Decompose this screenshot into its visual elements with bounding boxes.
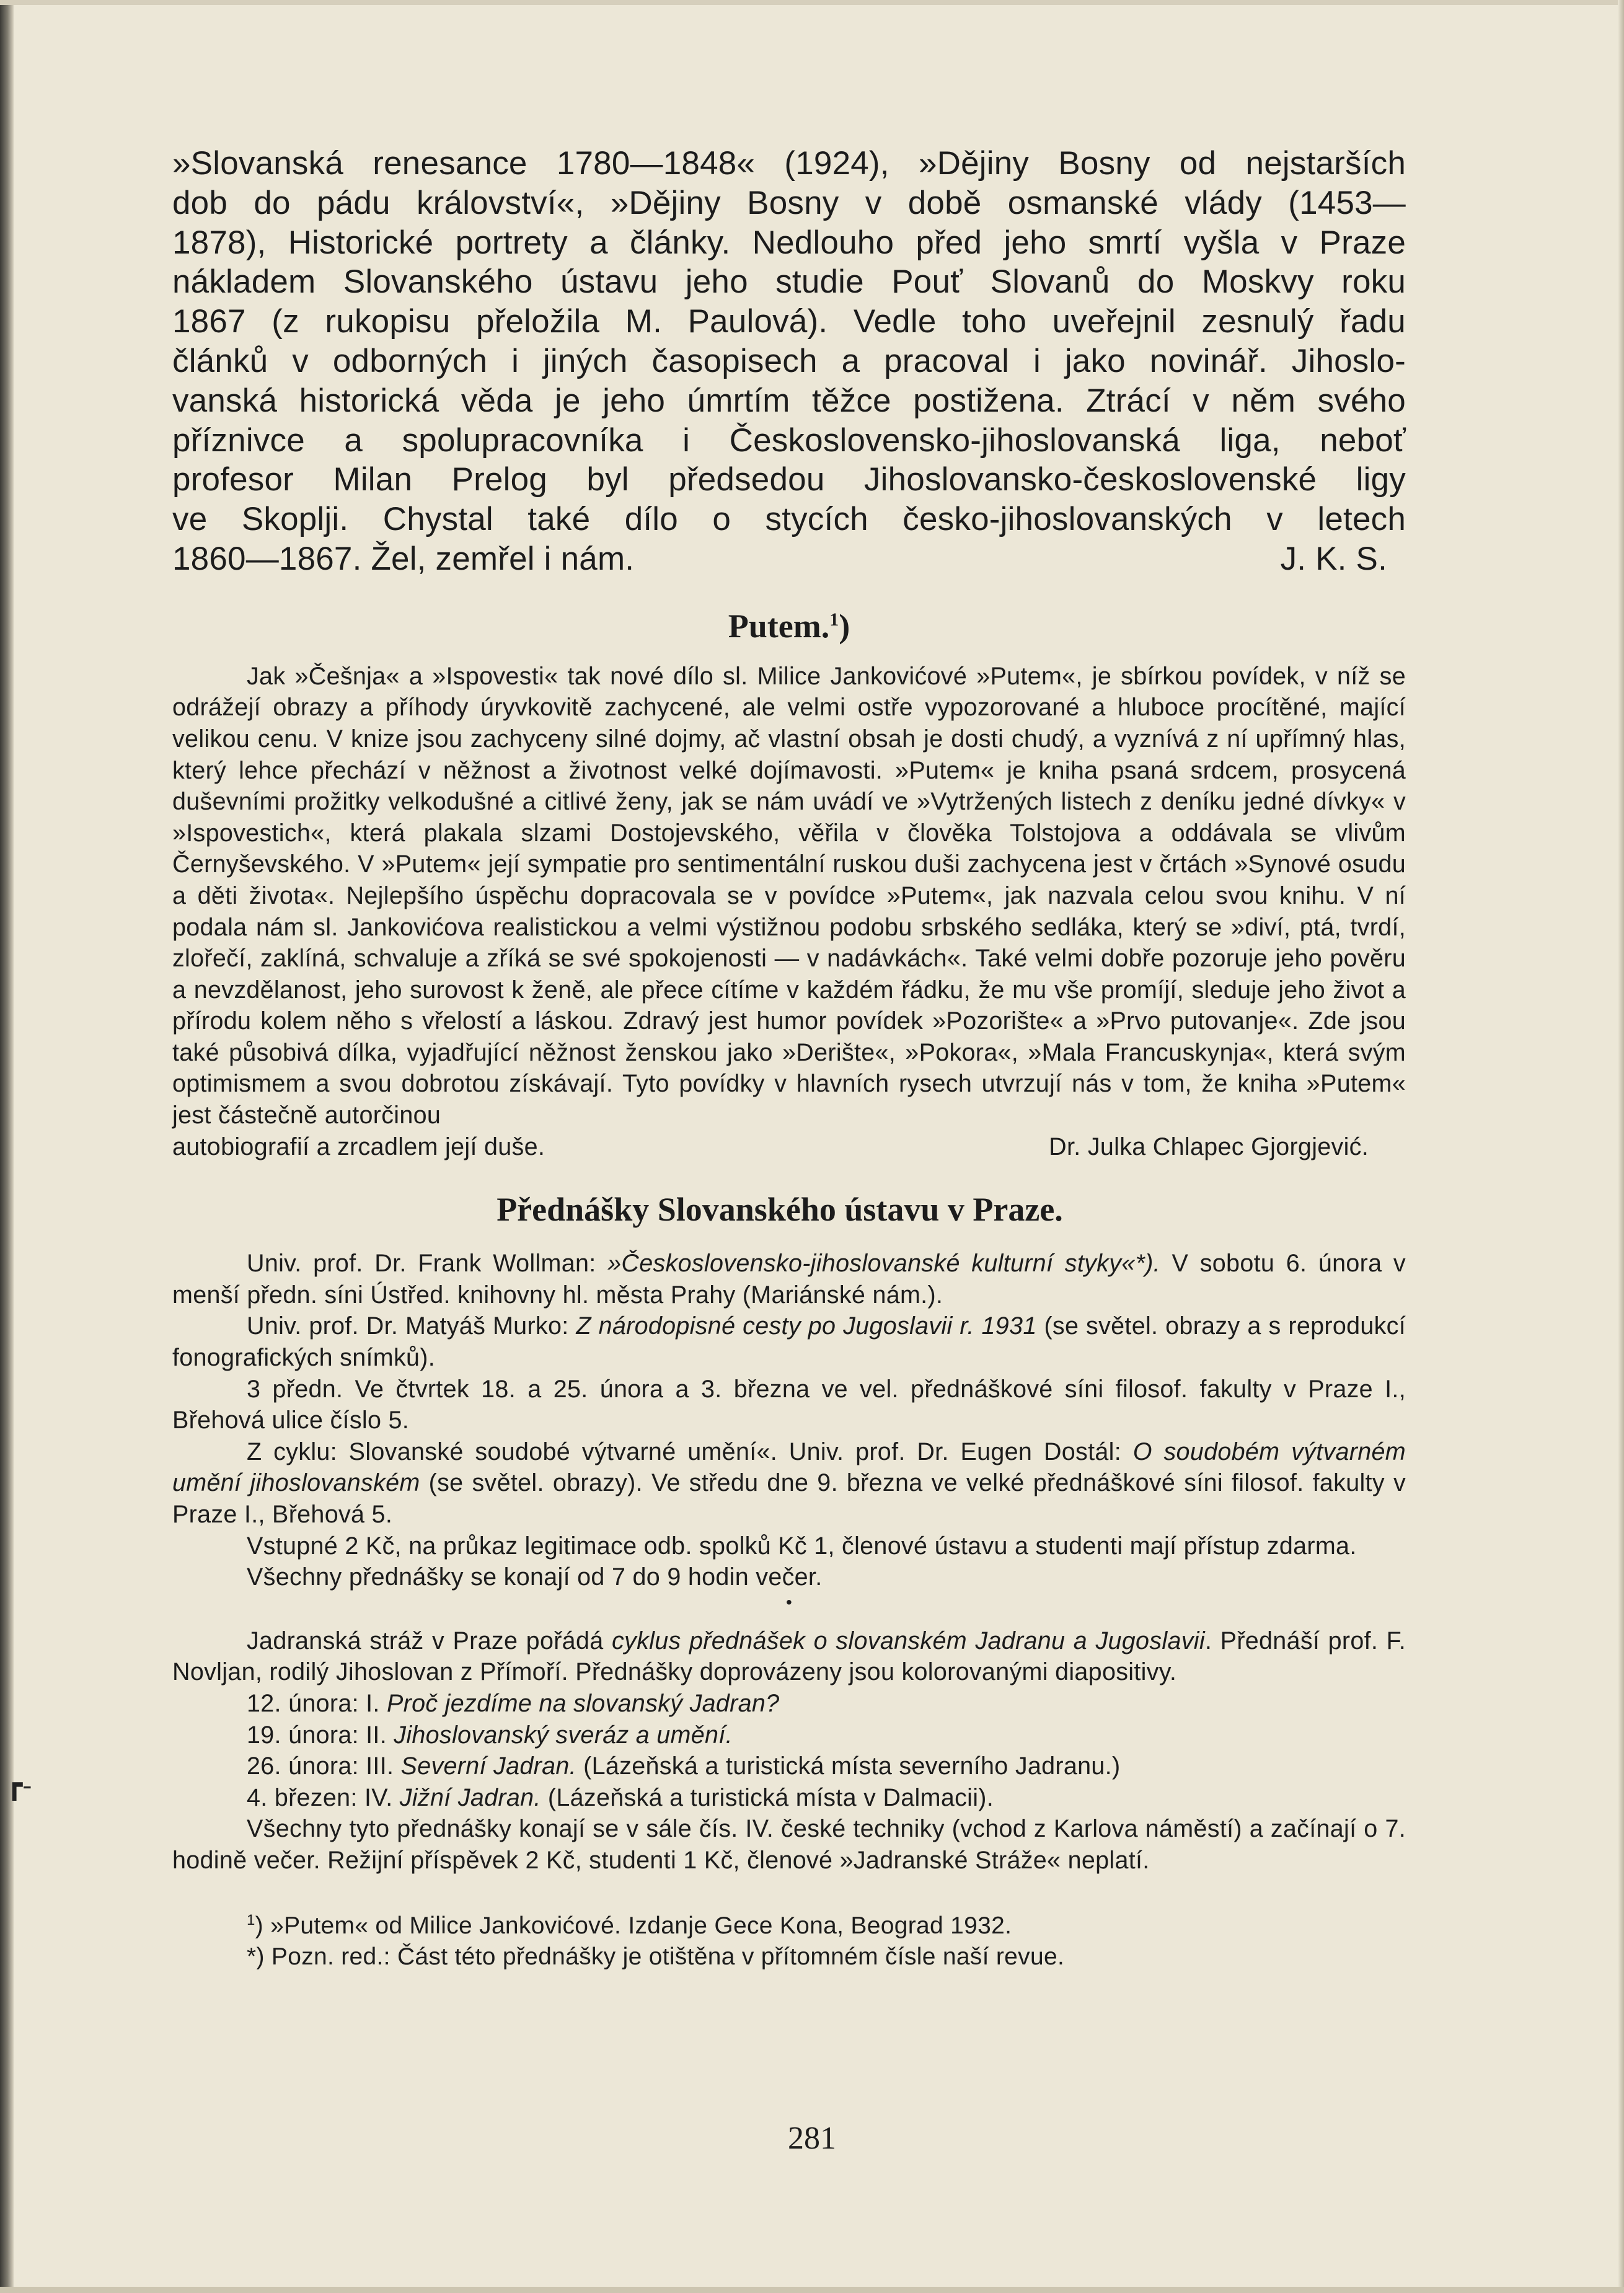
lecture-date: 19. února: II. [247,1721,394,1749]
obituary-line: 1867 (z rukopisu přeložila M. Paulová). Vedle toho uveřejnil zesnulý řadu [172,303,1406,340]
lecture-hours: Všechny přednášky se konají od 7 do 9 hodin večer. [247,1563,823,1591]
footnote-text: Pozn. red.: Část této přednášky je otištěna v přítomném čísle naší revue. [264,1943,1065,1970]
margin-pencil-mark: ┏- [6,1770,32,1800]
obituary-line: 1878), Historické portrety a články. Nedlouho před jeho smrtí vyšla v Praze [172,224,1406,261]
lecture-date: 4. březen: IV. [247,1783,400,1811]
jadran-details: . Přednáší prof. F. Novljan, rodilý Jihoslovan z Přímoří. Přednášky doprovázeny jsou kolorovanými diapositivy. [172,1627,1406,1686]
review-signature: Dr. Julka Chlapec Gjorgjević. [1049,1133,1369,1160]
jadran-section [172,1625,1406,1876]
lecture-details: V sobotu 6. února v menší předn. síni Ústřed. knihovny hl. města Prahy (Mariánské nám.). [172,1250,1406,1309]
jadran-lecture-4 [172,1782,1406,1814]
obituary-line: »Slovanská renesance 1780—1848« (1924), »Dějiny Bosny od nejstarších [172,145,1406,182]
lecture-details: (se světel. obrazy a s reprodukcí fonografických snímků). [172,1312,1406,1372]
lectures-heading: Přednášky Slovanského ústavu v Praze. [496,1191,1063,1229]
lecture-date: 12. února: I. [247,1689,387,1717]
obituary-last-line [172,539,1406,579]
section-separator: • [785,1592,793,1612]
obituary-line: dob do pádu království«, »Dějiny Bosny v době osmanské vlády (1453— [172,184,1406,221]
review-body: Jak »Češnja« a »Ispovesti« tak nové dílo sl. Milice Jankovićové »Putem«, je sbírkou povídek, v níž se odrážejí obrazy a příhody úryvkovitě zachycené, ale velmi ostře vypozorované a hluboce procítěné, mající velikou cenu. V knize jsou zachyceny silné dojmy, ač vlastní obsah je dosti chudý, a vyznívá z ní upřímný hlas, který lehce přechází v něžnost a životnost velké dojímavosti. »Putem« je kniha psaná srdcem, prosycená duševními prožitky velkodušné a citlivé ženy, jak se nám uvádí ve »Vytržených listech z deníku jedné dívky« v »Ispovestich«, která plakala slzami Dostojevského, věřila v člověka Tolstojova a oddávala se vlivům Černyševského. V »Putem« její sympatie pro sentimentální ruskou duši zachycena jest v črtách »Synové osudu a děti života«. Nejlepšího úspěchu dopracovala se v povídce »Putem«, jak nazvala celou svou knihu. V ní podala nám sl. Jankovićova realistickou a velmi výstižnou podobu srbského sedláka, který se »diví, ptá, tvrdí, zlořečí, zaklíná, schvaluje a zříká se své spokojenosti — v nadávkách«. Také velmi dobře pozoruje jeho pověru a nevzdělanost, jeho surovost k ženě, ale přece cítíme v každém řádku, že mu vše promíjí, sleduje jeho život a přírodu kolem něho s vřelostí a láskou. Zdravý jest humor povídek »Pozorište« a »Prvo putovanje«. Zde jsou také působivá dílka, vyjadřující něžnost ženskou jako »Derište«, »Pokora«, »Mala Francuskynja«, která svým optimismem a svou dobrotou získávají. Tyto povídky v hlavních rysech utvrzují nás v tom, že kniha »Putem« jest částečně autorčinou [172,662,1406,1129]
page-bottom-edge [0,2287,1624,2293]
page-right-edge [1618,0,1624,2293]
obituary-line: článků v odborných i jiných časopisech a pracoval i jako novinář. Jihoslo- [172,342,1406,379]
lecture-wollman [172,1248,1406,1310]
lecture-speaker: Z cyklu: Slovanské soudobé výtvarné umění«. Univ. prof. Dr. Eugen Dostál: [247,1438,1133,1465]
jadran-lecture-3 [172,1751,1406,1782]
obituary-signature: J. K. S. [1280,540,1387,577]
obituary-line: nákladem Slovanského ústavu jeho studie Pouť Slovanů do Moskvy roku [172,263,1406,301]
lecture-title: Jihoslovanský sveráz a umění. [394,1721,733,1749]
jadran-organizer: Jadranská stráž v Praze pořádá [247,1627,612,1655]
footnotes [172,1905,1406,1973]
review-signature-line [172,1131,1406,1163]
review-last-line: autobiografií a zrcadlem její duše. [172,1133,545,1160]
review-heading [172,600,1406,646]
obituary-line: vanská historická věda je jeho úmrtím těžce postižena. Ztrácí v něm svého [172,382,1406,419]
obituary-line: profesor Milan Prelog byl předsedou Jihoslovansko-československé ligy [172,461,1406,498]
obituary-last-text: 1860—1867. Žel, zemřel i nám. [172,540,635,577]
book-spine-shadow [0,0,14,2293]
page-top-edge [0,0,1624,5]
jadran-intro [172,1625,1406,1688]
footnote-text: »Putem« od Milice Jankovićové. Izdanje Gece Kona, Beograd 1932. [263,1912,1012,1939]
footnote-2 [172,1942,1406,1973]
lecture-note: (Lázeňská a turistická místa severního Jadranu.) [576,1752,1121,1780]
lecture-murko [172,1310,1406,1373]
lecture-title: Severní Jadran. [400,1752,576,1780]
lecture-schedule: 3 předn. Ve čtvrtek 18. a 25. února a 3. března ve vel. přednáškové síni filosof. fakulty v Praze I., Břehová ulice číslo 5. [172,1375,1406,1434]
lecture-admission: Vstupné 2 Kč, na průkaz legitimace odb. spolků Kč 1, členové ústavu a studenti mají přístup zdarma. [247,1532,1357,1560]
lecture-title: Jižní Jadran. [399,1783,541,1811]
lectures-section [172,1248,1406,1612]
jadran-lecture-1 [172,1688,1406,1720]
footnote-mark: 1 [247,1911,255,1929]
review-section [172,661,1406,1163]
review-title-paren: ) [839,607,850,645]
lecture-dostal [172,1436,1406,1531]
jadran-cycle-title: cyklus přednášek o slovanském Jadranu a Jugoslavii [611,1627,1205,1655]
jadran-lecture-2 [172,1720,1406,1751]
obituary-line: ve Skoplji. Chystal také dílo o stycích česko-jihoslovanských v letech [172,501,1406,538]
lecture-details: (se světel. obrazy). Ve středu dne 9. března ve velké přednáškové síni filosof. fakulty v Praze I., Břehová 5. [172,1469,1406,1529]
page-number: 281 [788,2121,836,2156]
lecture-title: Proč jezdíme na slovanský Jadran? [386,1689,780,1717]
jadran-venue: Všechny tyto přednášky konají se v sále čís. IV. české techniky (vchod z Karlova náměstí) a začínají o 7. hodině večer. Režijní příspěvek 2 Kč, studenti 1 Kč, členové »Jadranské Stráže« neplatí. [172,1815,1406,1874]
lecture-speaker: Univ. prof. Dr. Frank Wollman: [247,1250,608,1278]
lecture-speaker: Univ. prof. Dr. Matyáš Murko: [247,1312,576,1340]
lecture-note: (Lázeňská a turistická místa v Dalmacii). [541,1783,994,1811]
lecture-title: »Československo-jihoslovanské kulturní styky«*). [607,1250,1160,1278]
review-title: Putem. [728,607,830,645]
lecture-title: O soudobém výtvarném umění jihoslovanském [172,1438,1406,1497]
obituary-conclusion [172,144,1406,579]
footnote-1 [172,1905,1406,1942]
page-content [172,144,1406,1973]
lecture-title: Z národopisné cesty po Jugoslavii r. 1931 [576,1312,1037,1340]
footnote-paren: ) [255,1912,263,1939]
obituary-line: příznivce a spolupracovníka i Československo-jihoslovanská liga, neboť [172,422,1406,459]
lecture-date: 26. února: III. [247,1752,401,1780]
review-footnote-ref: 1 [829,609,839,630]
footnote-mark: *) [247,1943,265,1970]
